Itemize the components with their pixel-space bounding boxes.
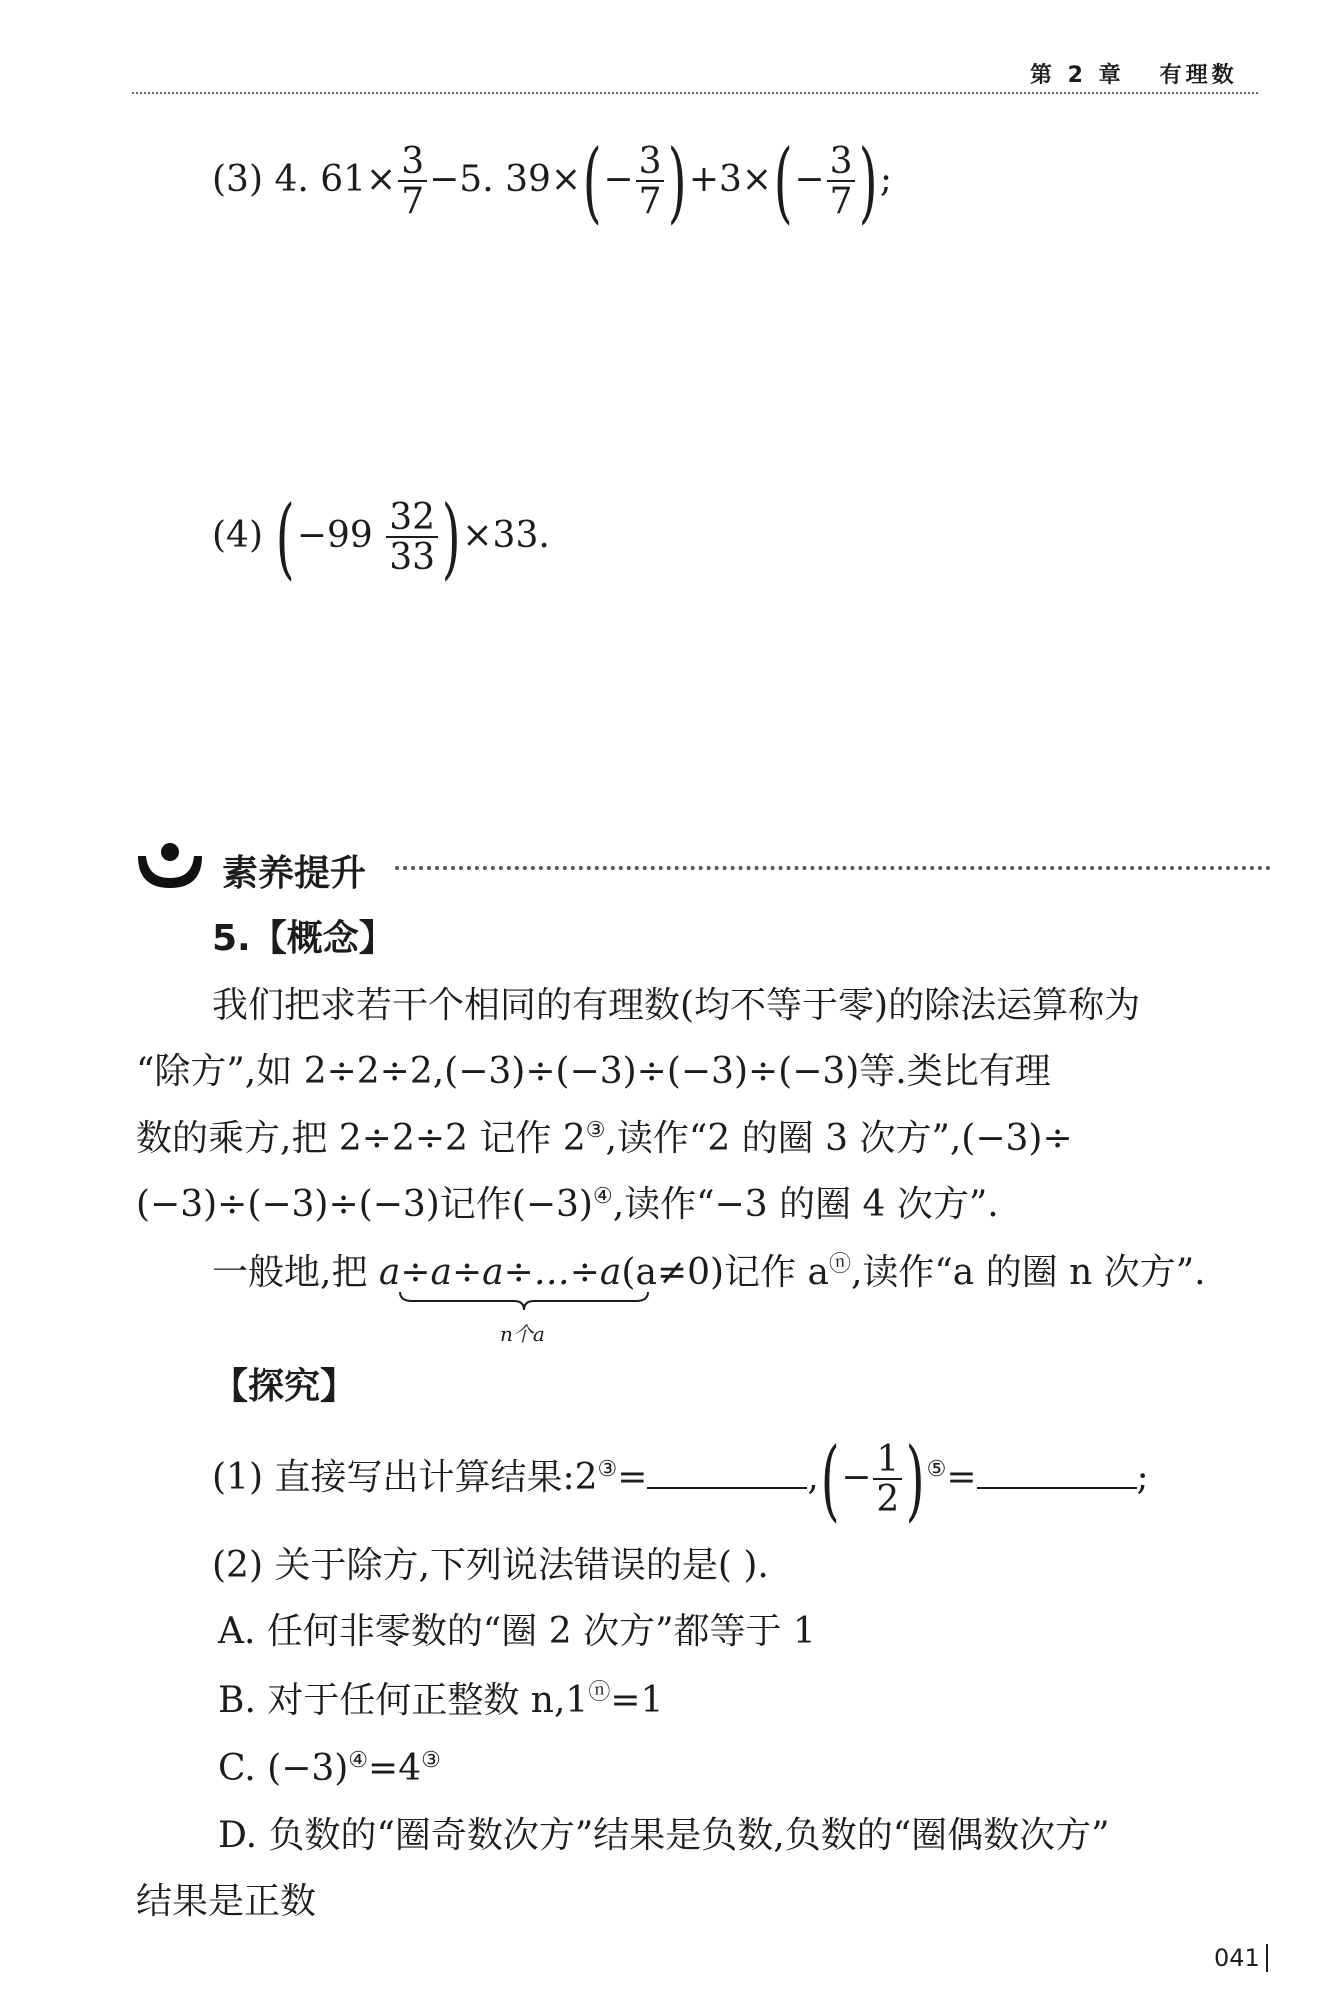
problem-3: (3) 4. 61× $\frac{3}{7}$ −5. 39×(− $\frac{3}{7}$ )+3×(− $\frac{3}{7}$ );	[212, 130, 892, 233]
problem-4: (4) (−99 $\frac{32}{33}$ )×33.	[212, 486, 550, 589]
section-icon	[134, 838, 206, 898]
option-b[interactable]: B. 对于任何正整数 n,1ⓝ=1	[218, 1680, 664, 1721]
chapter-number: 第 2 章	[1030, 63, 1125, 88]
answer-blank[interactable]	[977, 1483, 1137, 1489]
option-d-continued: 结果是正数	[136, 1881, 317, 1922]
chapter-title: 有理数	[1159, 63, 1238, 88]
answer-blank[interactable]	[647, 1483, 807, 1489]
option-c[interactable]: C. (−3)④=4③	[218, 1748, 441, 1789]
paragraph-line: (−3)÷(−3)÷(−3)记作(−3)④,读作“−3 的圈 4 次方”.	[136, 1184, 999, 1225]
question-5-2: (2) 关于除方,下列说法错误的是( ).	[212, 1545, 769, 1586]
paragraph-line: “除方”,如 2÷2÷2,(−3)÷(−3)÷(−3)÷(−3)等.类比有理	[136, 1051, 1051, 1092]
definition-line: 一般地,把 a÷a÷a÷…÷a(a≠0)记作 aⓝ,读作“a 的圈 n 次方”.	[212, 1252, 1206, 1293]
fraction: $\frac{3}{7}$	[636, 144, 665, 220]
section-divider	[395, 866, 1271, 870]
question-5-header	[212, 917, 395, 959]
problem-4-label: (4)	[212, 515, 263, 556]
page-number: 041	[1214, 1944, 1275, 1972]
fraction: $\frac{3}{7}$	[398, 144, 427, 220]
section-title: 素养提升	[222, 853, 367, 894]
fraction: $\frac{3}{7}$	[827, 144, 856, 220]
paragraph-line: 数的乘方,把 2÷2÷2 记作 2③,读作“2 的圈 3 次方”,(−3)÷	[136, 1118, 1073, 1159]
question-5-1: (1) 直接写出计算结果:2③= ,(− $\frac{1}{2}$ )⑤= ;	[212, 1428, 1149, 1531]
concept-tag: 【概念】	[250, 917, 395, 959]
explore-tag: 【探究】	[212, 1365, 357, 1407]
option-d[interactable]: D. 负数的“圈奇数次方”结果是负数,负数的“圈偶数次方”	[218, 1815, 1110, 1856]
fraction: $\frac{1}{2}$	[873, 1442, 902, 1518]
brace-label: n个a	[500, 1322, 545, 1346]
problem-3-label: (3)	[212, 159, 263, 200]
option-a[interactable]: A. 任何非零数的“圈 2 次方”都等于 1	[218, 1611, 816, 1652]
paragraph-line: 我们把求若干个相同的有理数(均不等于零)的除法运算称为	[212, 985, 1141, 1026]
underbrace	[398, 1290, 650, 1316]
fraction: $\frac{32}{33}$	[386, 500, 438, 576]
header-divider	[132, 92, 1258, 94]
chapter-header	[1030, 58, 1238, 89]
division-expression: a÷a÷a÷…÷a	[378, 1252, 622, 1293]
question-number: 5.	[212, 918, 251, 959]
